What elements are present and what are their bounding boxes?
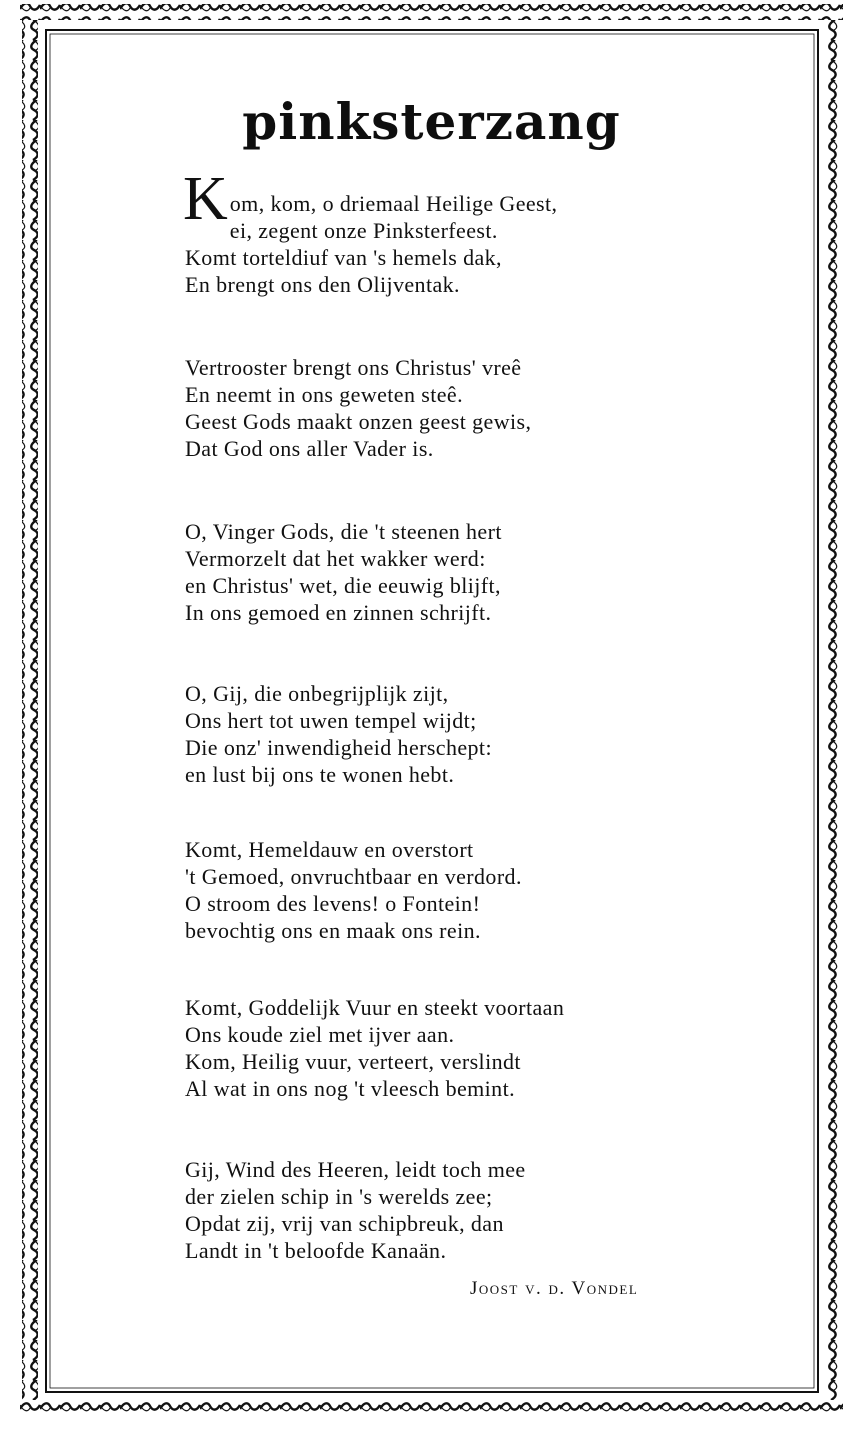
drop-cap-letter: K: [183, 165, 228, 233]
poem-line: Ons koude ziel met ijver aan.: [185, 1022, 455, 1047]
stanza-1: [183, 165, 558, 298]
poem-line: In ons gemoed en zinnen schrijft.: [185, 600, 492, 625]
poem-line: En brengt ons den Olijventak.: [185, 272, 460, 297]
poem-line: Al wat in ons nog 't vleesch bemint.: [185, 1076, 515, 1101]
stanza-3: [185, 518, 502, 626]
stanza-5: [185, 836, 522, 944]
poem-line: Vermorzelt dat het wakker werd:: [185, 546, 486, 571]
poem-line: O, Gij, die onbegrijplijk zijt,: [185, 681, 449, 706]
stanza-2: [185, 354, 531, 462]
poem-line: 't Gemoed, onvruchtbaar en verdord.: [185, 864, 522, 889]
poem-line: Vertrooster brengt ons Christus' vreê: [185, 355, 522, 380]
poem-line: Ons hert tot uwen tempel wijdt;: [185, 708, 477, 733]
poem-line: en Christus' wet, die eeuwig blijft,: [185, 573, 501, 598]
poem-line: Kom, Heilig vuur, verteert, verslindt: [185, 1049, 521, 1074]
author-signature: Joost v. d. Vondel: [470, 1278, 639, 1299]
poem-line: bevochtig ons en maak ons rein.: [185, 918, 481, 943]
poem-line: Komt, Goddelijk Vuur en steekt voortaan: [185, 995, 565, 1020]
poem-line: Geest Gods maakt onzen geest gewis,: [185, 409, 532, 434]
poem-line: Komt torteldiuf van 's hemels dak,: [185, 245, 502, 270]
poem-line: ei, zegent onze Pinksterfeest.: [229, 218, 498, 243]
poem-line: Landt in 't beloofde Kanaän.: [185, 1238, 447, 1263]
poem-line: der zielen schip in 's werelds zee;: [185, 1184, 493, 1209]
poem-line: Opdat zij, vrij van schipbreuk, dan: [185, 1211, 504, 1236]
poem-title: pinksterzang: [242, 92, 621, 151]
stanza-6: [185, 994, 564, 1102]
poem-line: Gij, Wind des Heeren, leidt toch mee: [185, 1157, 526, 1182]
poem-line: Die onz' inwendigheid herschept:: [185, 735, 492, 760]
poem-line: O stroom des levens! o Fontein!: [185, 891, 481, 916]
poem-line: om, kom, o driemaal Heilige Geest,: [229, 191, 558, 216]
poem-line: En neemt in ons geweten steê.: [185, 382, 463, 407]
poem-line: O, Vinger Gods, die 't steenen hert: [185, 519, 502, 544]
stanza-4: [185, 680, 492, 788]
stanza-7: [185, 1156, 526, 1264]
poem-line: en lust bij ons te wonen hebt.: [185, 762, 455, 787]
poem-line: Komt, Hemeldauw en overstort: [185, 837, 474, 862]
poem-line: Dat God ons aller Vader is.: [185, 436, 434, 461]
